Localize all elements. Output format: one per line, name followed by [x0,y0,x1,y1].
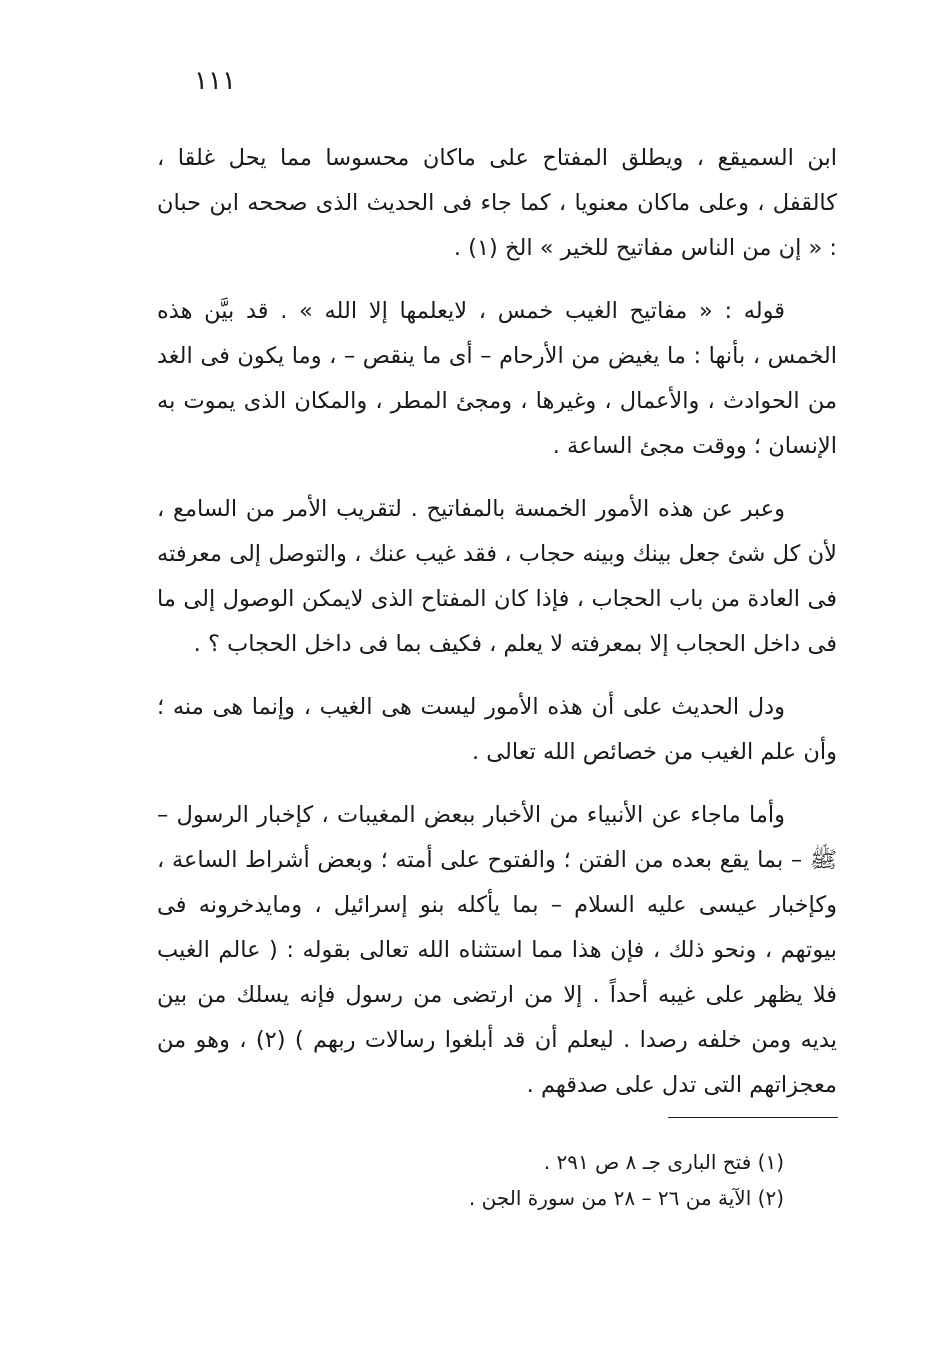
paragraph-2: قوله : « مفاتيح الغيب خمس ، لايعلمها إلا الله » . قد بيَّن هذه الخمس ، بأنها : ما يغيض من الأرحام – أى ما ينقص – ، وما يكون فى الغد من الحوادث ، والأعمال ، وغيرها ، ومجئ المطر ، والمكان الذى يموت به الإنسان ؛ ووقت مجئ الساعة . [157,298,837,459]
paragraph-3: وعبر عن هذه الأمور الخمسة بالمفاتيح . لتقريب الأمر من السامع ، لأن كل شئ جعل بينك وبينه حجاب ، فقد غيب عنك ، والتوصل إلى معرفته فى العادة من باب الحجاب ، فإذا كان المفتاح الذى لايمكن الوصول إلى ما فى داخل الحجاب إلا بمعرفته لا يعلم ، فكيف بما فى داخل الحجاب ؟ . [157,496,837,657]
paragraph-4: ودل الحديث على أن هذه الأمور ليست هى الغيب ، وإنما هى منه ؛ وأن علم الغيب من خصائص الله تعالى . [157,694,837,765]
footnote-divider [668,1117,838,1118]
paragraph-5: وأما ماجاء عن الأنبياء من الأخبار ببعض المغيبات ، كإخبار الرسول – ﷺ – بما يقع بعده من الفتن ؛ والفتوح على أمته ؛ وبعض أشراط الساعة ، وكإخبار عيسى عليه السلام – بما يأكله بنو إسرائيل ، ومايدخرونه فى بيوتهم ، ونحو ذلك ، فإن هذا مما استثناه الله تعالى بقوله : ( عالم الغيب فلا يظهر على غيبه أحداً . إلا من ارتضى من رسول فإنه يسلك من بين يديه ومن خلفه رصدا . ليعلم أن قد أبلغوا رسالات ربهم ) (٢) ، وهو من معجزاتهم التى تدل على صدقهم . [157,802,837,1098]
page-number: ١١١ [194,66,236,96]
footnote-1: (١) فتح البارى جـ ٨ ص ٢٩١ . [543,1150,784,1174]
paragraph-1: ابن السميقع ، ويطلق المفتاح على ماكان محسوسا مما يحل غلقا ، كالقفل ، وعلى ماكان معنويا ، كما جاء فى الحديث الذى صححه ابن حبان : « إن من الناس مفاتيح للخير » الخ (١) . [157,145,837,261]
footnote-2: (٢) الآية من ٢٦ – ٢٨ من سورة الجن . [468,1186,784,1210]
footnotes [157,1144,784,1216]
main-text [157,136,837,1126]
